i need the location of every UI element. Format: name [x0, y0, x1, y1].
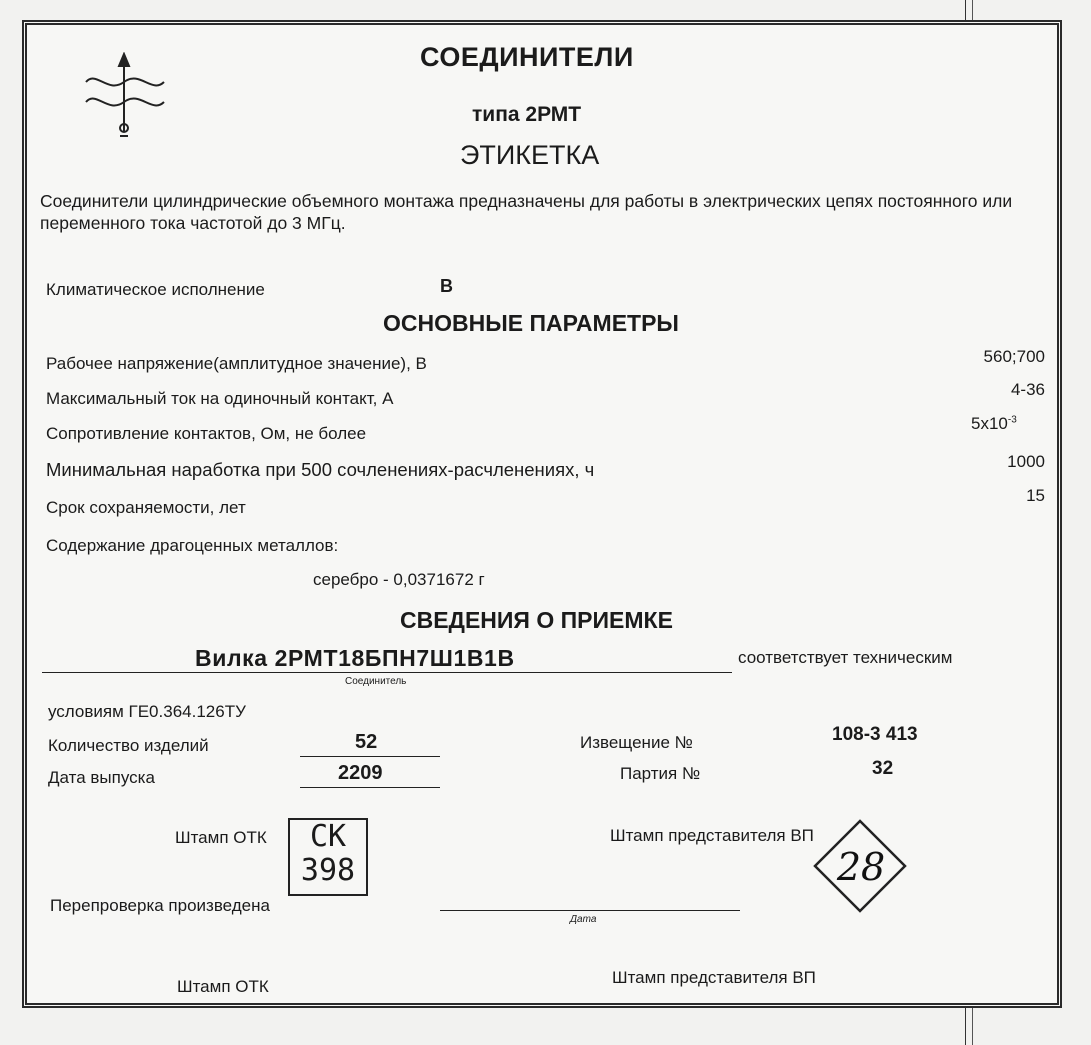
complies-text: соответствует техническим [738, 648, 953, 667]
param-label: Рабочее напряжение(амплитудное значение), В [46, 354, 427, 373]
vp-stamp-label-2: Штамп представителя ВП [612, 968, 816, 987]
notice-value: 108-3 413 [832, 724, 918, 745]
param-label: Срок сохраняемости, лет [46, 498, 246, 517]
release-value: 2209 [338, 762, 383, 784]
quantity-label: Количество изделий [48, 736, 209, 755]
notice-label: Извещение № [580, 733, 693, 752]
precious-metals-label: Содержание драгоценных металлов: [46, 536, 339, 555]
document-title: СОЕДИНИТЕЛИ [420, 42, 634, 72]
param-value: $5x10^{-3}$ [971, 414, 1017, 433]
otk-stamp-label: Штамп ОТК [175, 828, 267, 847]
param-label: Сопротивление контактов, Ом, не более [46, 424, 367, 443]
precious-metals-value: серебро - 0,0371672 г [313, 570, 485, 589]
vp-stamp-label: Штамп представителя ВП [610, 826, 814, 845]
climate-value: В [440, 276, 453, 296]
param-label: Минимальная наработка при 500 сочленениях-расчленениях, ч [46, 459, 595, 480]
date-caption: Дата [570, 914, 597, 925]
param-value: 15 [1026, 486, 1045, 505]
release-label: Дата выпуска [48, 768, 155, 787]
param-value: 560;700 [983, 347, 1045, 366]
quantity-underline [300, 756, 440, 757]
recheck-label: Перепроверка произведена [50, 896, 270, 915]
label-heading: ЭТИКЕТКА [460, 140, 600, 170]
product-designation: Вилка 2РМТ18БПН7Ш1В1В [195, 645, 515, 671]
vp-stamp-number: 28 [836, 845, 886, 889]
param-value: 4-36 [1010, 380, 1045, 399]
date-underline [440, 910, 740, 911]
conditions-text: условиям ГЕ0.364.126ТУ [48, 702, 246, 721]
acceptance-title: СВЕДЕНИЯ О ПРИЕМКЕ [400, 607, 673, 633]
vp-stamp-diamond [812, 818, 908, 914]
otk-stamp [288, 818, 368, 896]
intro-text: Соединители цилиндрические объемного монтажа предназначены для работы в электрических цепях постоянного или переменного тока частотой до 3 МГц. [40, 191, 1013, 233]
batch-label: Партия № [620, 764, 701, 783]
connector-type: типа 2РМТ [472, 103, 582, 126]
param-value: 1000 [1007, 452, 1045, 471]
product-underline [42, 672, 732, 673]
climate-label: Климатическое исполнение [46, 280, 265, 299]
otk-stamp-line2: 398 [300, 853, 356, 888]
otk-stamp-label-2: Штамп ОТК [177, 977, 269, 996]
batch-value: 32 [872, 758, 894, 779]
product-caption: Соединитель [345, 676, 407, 687]
parameters-title: ОСНОВНЫЕ ПАРАМЕТРЫ [383, 310, 679, 336]
param-label: Максимальный ток на одиночный контакт, А [46, 389, 394, 408]
manufacturer-emblem-icon [78, 52, 170, 140]
release-underline [300, 787, 440, 788]
quantity-value: 52 [355, 731, 378, 753]
otk-stamp-line1: СК [309, 819, 347, 854]
